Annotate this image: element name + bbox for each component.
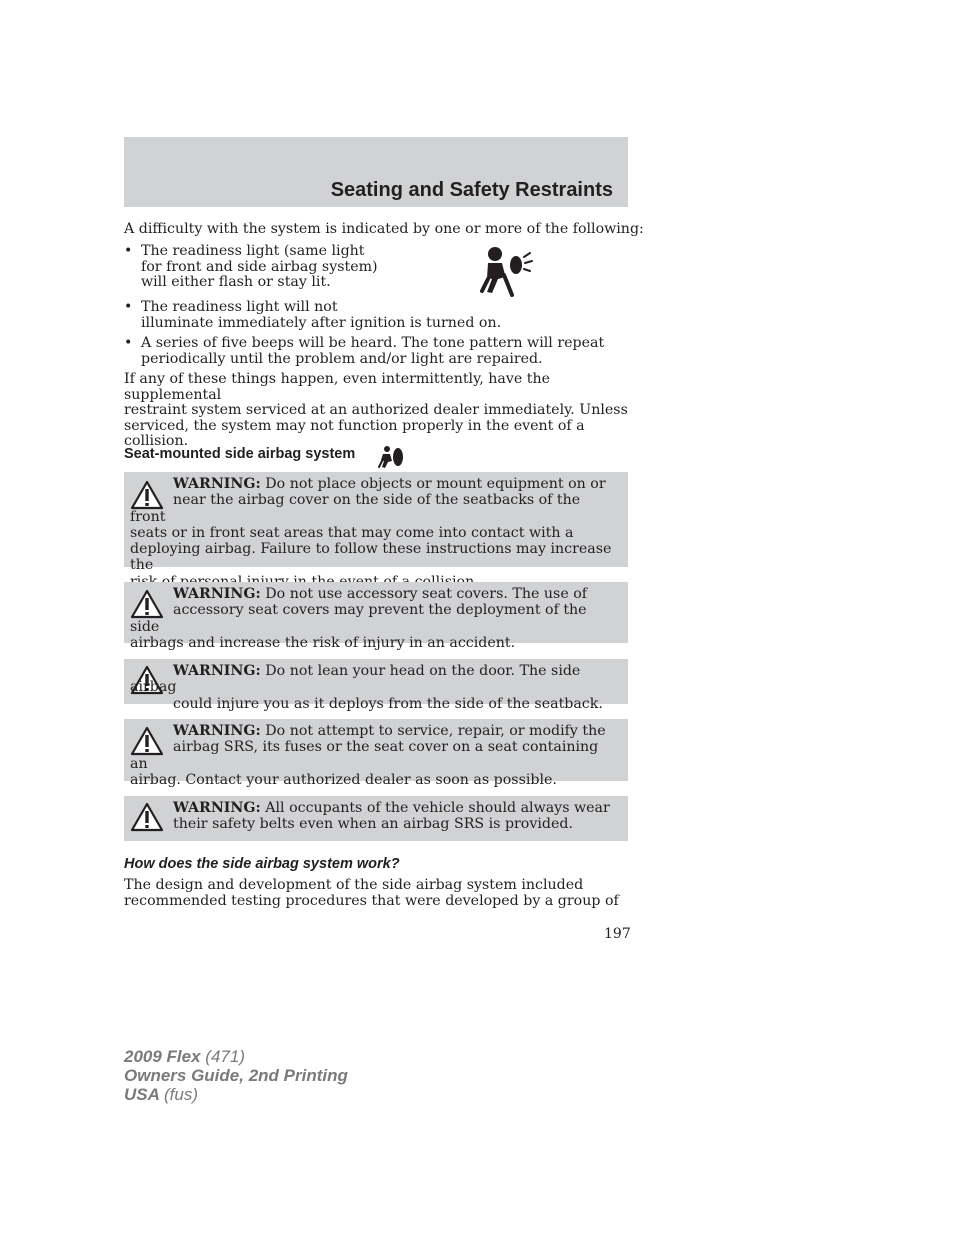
list-item: • A series of five beeps will be heard. The tone pattern will repeat periodically until the problem and/or light are repaired. [124,335,605,367]
section-heading: How does the side airbag system work? [124,856,400,872]
header-band [124,137,628,207]
list-item: • The readiness light (same light for front and side airbag system) will either flash or stay lit. [124,243,378,290]
warning-box: WARNING: Do not attempt to service, repair, or modify the airbag SRS, its fuses or the seat cover on a seat containing an airbag. Contact your authorized dealer as soon as possible. [124,719,628,781]
footer: 2009 Flex (471) Owners Guide, 2nd Printing USA (fus) [124,1047,348,1104]
list-item: • The readiness light will not illuminate immediately after ignition is turned on. [124,299,502,331]
seat-airbag-icon [378,445,404,469]
warning-box: WARNING: Do not place objects or mount equipment on or near the airbag cover on the side of the seatbacks of the front seats or in front seat areas that may come into contact with a deploying airbag. Failure to follow these instructions may increase the [124,472,628,567]
intro-text: A difficulty with the system is indicated by one or more of the following: [124,221,644,237]
warning-box: WARNING: Do not use accessory seat covers. The use of accessory seat covers may prevent the deployment of the side airbags and increase the risk of injury in an accident. [124,582,628,643]
warning-box: WARNING: All occupants of the vehicle should always wear their safety belts even when an airbag SRS is provided. [124,796,628,841]
airbag-readiness-icon [478,245,536,297]
page-number: 197 [604,926,631,942]
warning-box: WARNING: Do not lean your head on the door. The side airbag could injure you as it deploys from the side of the seatback. [124,659,628,704]
page-title: Seating and Safety Restraints [330,179,613,201]
paragraph: The design and development of the side airbag system included recommended testing procedures that were developed by a group of [124,877,619,909]
paragraph: If any of these things happen, even intermittently, have the supplemental restraint system serviced at an authorized dealer immediately. Unless serviced, the system may not function properly in the event of a collision. [124,371,628,449]
section-heading: Seat-mounted side airbag system [124,446,356,462]
